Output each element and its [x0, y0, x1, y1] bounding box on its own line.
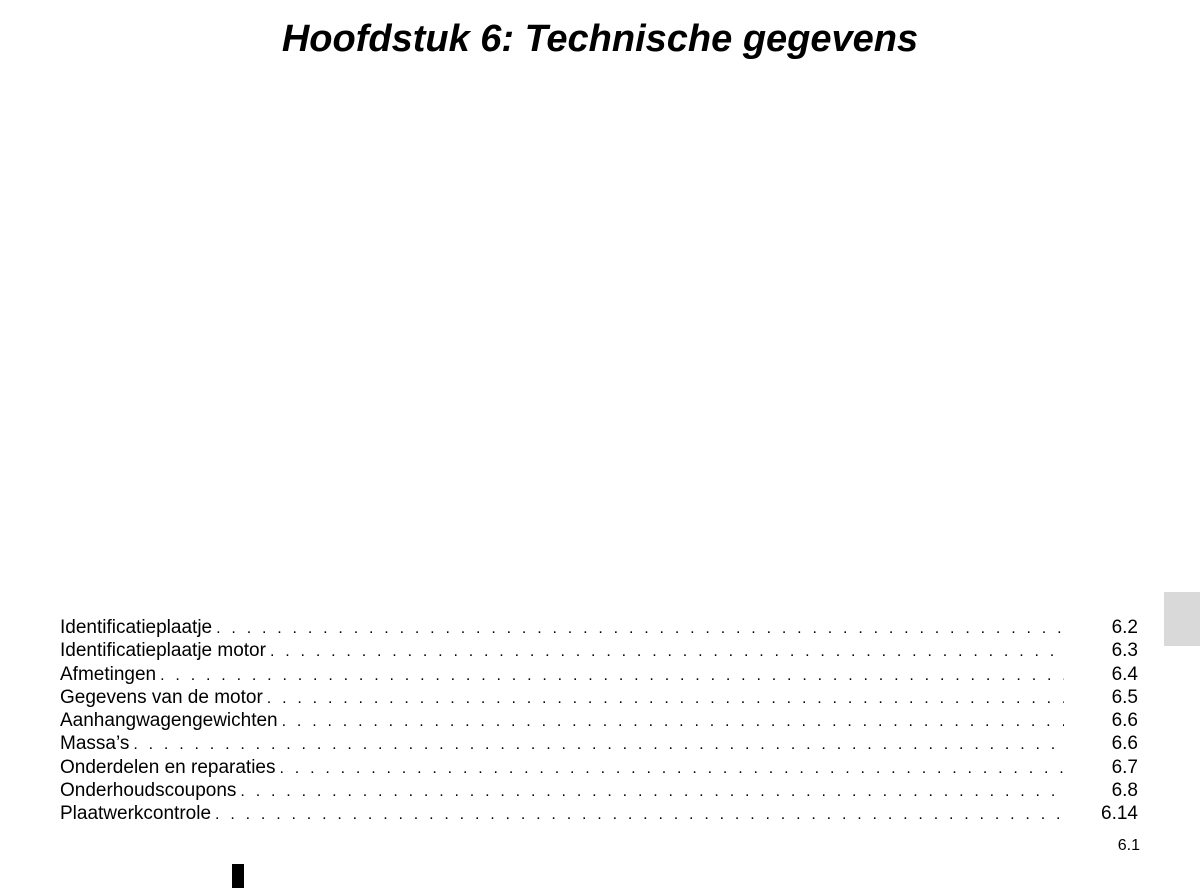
toc-entry-onderdelen-en-reparaties[interactable] [60, 756, 1138, 779]
toc-entry-afmetingen[interactable] [60, 663, 1138, 686]
toc-entry-label: Identificatieplaatje [60, 617, 213, 638]
toc-entry-page: 6.5 [1111, 686, 1138, 708]
toc-entry-massas[interactable] [60, 732, 1138, 755]
toc-dot-leader [270, 640, 1064, 663]
toc-dot-leader [215, 803, 1064, 826]
toc-entry-page: 6.3 [1111, 640, 1138, 662]
toc-entry-label: Onderdelen en reparaties [60, 756, 276, 778]
toc-entry-aanhangwagengewichten[interactable] [60, 709, 1138, 732]
toc-entry-identificatieplaatje[interactable] [60, 616, 1138, 639]
toc-entry-onderhoudscoupons[interactable] [60, 779, 1138, 802]
toc-entry-plaatwerkcontrole[interactable] [60, 802, 1138, 825]
toc-entry-label: Massa’s [60, 733, 130, 755]
toc-entry-page: 6.14 [1101, 803, 1138, 825]
toc-entry-label: Gegevens van de motor [60, 686, 263, 708]
table-of-contents [60, 616, 1138, 826]
toc-entry-label: Afmetingen [60, 663, 157, 685]
toc-dot-leader [160, 664, 1064, 687]
chapter-title: Hoofdstuk 6: Technische gegevens [281, 18, 919, 60]
toc-entry-page: 6.2 [1111, 617, 1138, 638]
toc-entry-page: 6.6 [1111, 733, 1138, 755]
toc-entry-page: 6.7 [1111, 756, 1138, 778]
toc-dot-leader [279, 757, 1064, 780]
toc-entry-label: Identificatieplaatje motor [60, 640, 266, 662]
toc-dot-leader [216, 617, 1064, 640]
toc-dot-leader [240, 780, 1064, 803]
toc-entry-label: Onderhoudscoupons [60, 780, 237, 802]
toc-entry-gegevens-van-de-motor[interactable] [60, 686, 1138, 709]
toc-entry-identificatieplaatje-motor[interactable] [60, 639, 1138, 662]
toc-dot-leader [282, 710, 1064, 733]
chapter-side-tab [1164, 592, 1200, 646]
page-number: 6.1 [1117, 837, 1140, 854]
toc-entry-page: 6.6 [1111, 710, 1138, 732]
toc-dot-leader [267, 687, 1064, 710]
toc-entry-page: 6.8 [1111, 780, 1138, 802]
toc-entry-page: 6.4 [1111, 663, 1138, 685]
toc-entry-label: Aanhangwagengewichten [60, 710, 278, 732]
print-edge-mark [232, 864, 244, 888]
toc-entry-label: Plaatwerkcontrole [60, 803, 212, 825]
toc-dot-leader [133, 733, 1064, 756]
